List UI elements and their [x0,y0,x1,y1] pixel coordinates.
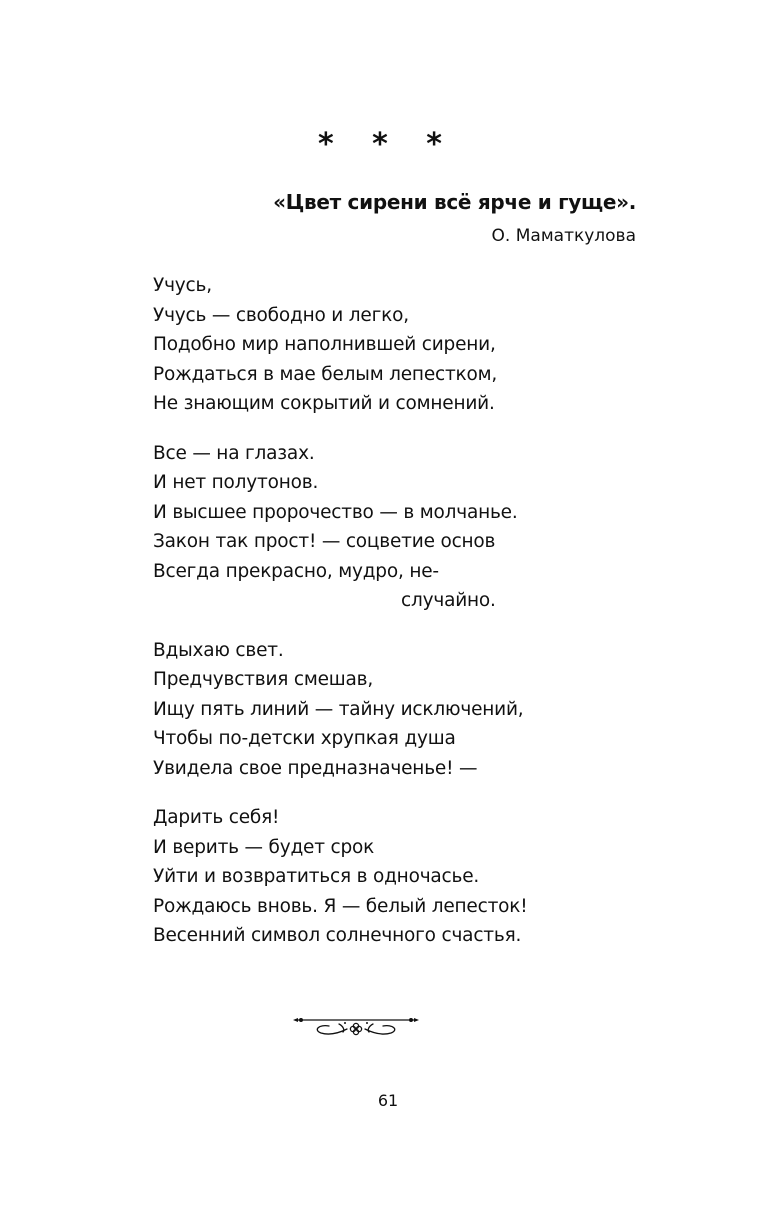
poem-line: Вдыхаю свет. [153,639,284,661]
poem-line: Весенний символ солнечного счастья. [153,925,522,946]
poem-line: Рождаюсь вновь. Я — белый лепесток! [153,895,528,917]
poem-line: Предчувствия смешав, [153,669,374,690]
stanza-1 [153,271,573,419]
poem-line: Закон так прост! — соцветие основ [153,531,496,552]
page-number: 61 [377,1091,399,1110]
poem-line: Ищу пять линий — тайну исключений, [153,698,524,720]
poem-line: Рождаться в мае белым лепестком, [153,363,498,385]
poem-line: Увидела свое предназначенье! — [153,757,478,779]
poem-line-indented: случайно. [401,590,496,611]
stanza-2 [153,439,573,616]
poem-line: Не знающим сокрытий и сомнений. [153,393,495,414]
poem-line: Дарить себя! [153,807,280,828]
poem-line: И верить — будет срок [153,836,375,858]
epigraph [273,188,636,248]
poem-line: Уйти и возвратиться в одночасье. [153,866,480,887]
section-marker: * * * [318,127,456,162]
stanza-3 [153,636,573,784]
poem-line: Всегда прекрасно, мудро, не- [153,560,439,582]
poem-line: Все — на глазах. [153,442,315,464]
epigraph-author: О. Маматкулова [491,226,636,246]
poem-line: И нет полутонов. [153,472,319,493]
poem-line: Учусь, [153,275,212,296]
poem-line: Чтобы по-детски хрупкая душа [153,728,456,749]
stanza-4 [153,803,573,951]
epigraph-quote: «Цвет сирени всё ярче и гуще». [273,190,636,214]
poem-line: И высшее пророчество — в молчанье. [153,501,518,523]
decorative-flourish-icon [293,1012,419,1038]
poem-line: Учусь — свободно и легко, [153,304,409,326]
poem-line: Подобно мир наполнившей сирени, [153,334,496,355]
poem-body [153,271,573,971]
